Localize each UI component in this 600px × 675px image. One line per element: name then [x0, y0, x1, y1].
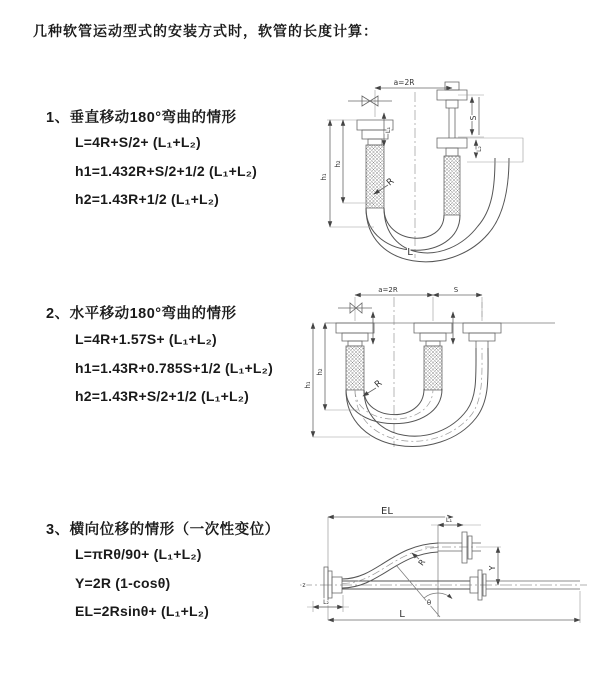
radius-label: R [416, 557, 428, 568]
dim-label-h1: h₁ [304, 381, 312, 389]
left-fitting [336, 323, 374, 390]
diagram1-linework [327, 82, 523, 262]
dim-label-h1: h₁ [320, 173, 328, 181]
formula-line: L=4R+1.57S+ (L₁+L₂) [75, 331, 217, 347]
dim-label-h2: h₂ [316, 368, 324, 376]
formula-line: EL=2Rsinθ+ (L₁+L₂) [75, 603, 210, 619]
diagram-lateral-displacement [295, 505, 595, 655]
left-flange [324, 567, 342, 602]
braided-hose-section [366, 145, 384, 208]
formula-line: Y=2R (1-cosθ) [75, 575, 171, 591]
formula-line: L=πRθ/90+ (L₁+L₂) [75, 546, 202, 562]
hose-curves [366, 158, 509, 262]
formula-line: h2=1.43R+1/2 (L₁+L₂) [75, 191, 220, 207]
dim-label-l2: L₂ [323, 599, 329, 606]
angle-label: θ [426, 599, 432, 607]
dim-label-el: EL [381, 506, 393, 517]
dim-label-a2r: a=2R [378, 286, 398, 294]
braided-hose-section [346, 346, 364, 390]
section1-heading: 1、垂直移动180°弯曲的情形 [46, 110, 237, 126]
hose-curves [346, 348, 488, 446]
length-label: L [399, 609, 405, 620]
braided-hose-section [424, 346, 442, 390]
length-label: L [407, 247, 413, 258]
diagram-horizontal-180-bend [300, 282, 600, 472]
diagram2-linework [313, 295, 555, 447]
page-title: 几种软管运动型式的安装方式时，软管的长度计算： [33, 23, 378, 39]
dim-label-a2r: a=2R [393, 78, 415, 87]
dim-label-h2: h₂ [334, 160, 342, 168]
dim-label-s: S [469, 115, 478, 121]
radius-label: R [373, 378, 385, 391]
section3-heading: 3、横向位移的情形（一次性变位） [46, 522, 280, 538]
section2-heading: 2、水平移动180°弯曲的情形 [46, 306, 237, 322]
hose-centerlines [355, 348, 482, 441]
diagram3-linework [300, 517, 587, 623]
right-fitting [437, 82, 467, 215]
left-mark-label: z [302, 582, 306, 589]
dim-label-s: S [453, 286, 459, 294]
dim-label-l2: L₂ [476, 146, 483, 152]
braided-hose-section [444, 156, 460, 215]
upper-flange [438, 532, 481, 563]
formula-line: h1=1.432R+S/2+1/2 (L₁+L₂) [75, 163, 257, 179]
formula-line: h1=1.43R+0.785S+1/2 (L₁+L₂) [75, 360, 273, 376]
diagram-vertical-180-bend [300, 68, 600, 263]
valve-icon [348, 96, 392, 106]
formula-line: L=4R+S/2+ (L₁+L₂) [75, 134, 201, 150]
dim-label-l1: L₁ [445, 516, 453, 524]
middle-fitting [414, 323, 452, 390]
formula-line: h2=1.43R+S/2+1/2 (L₁+L₂) [75, 388, 250, 404]
right-fitting [463, 323, 501, 348]
dim-label-y: Y [488, 565, 497, 571]
radius-label: R [385, 176, 397, 189]
dim-label-l1: L₁ [384, 126, 392, 134]
